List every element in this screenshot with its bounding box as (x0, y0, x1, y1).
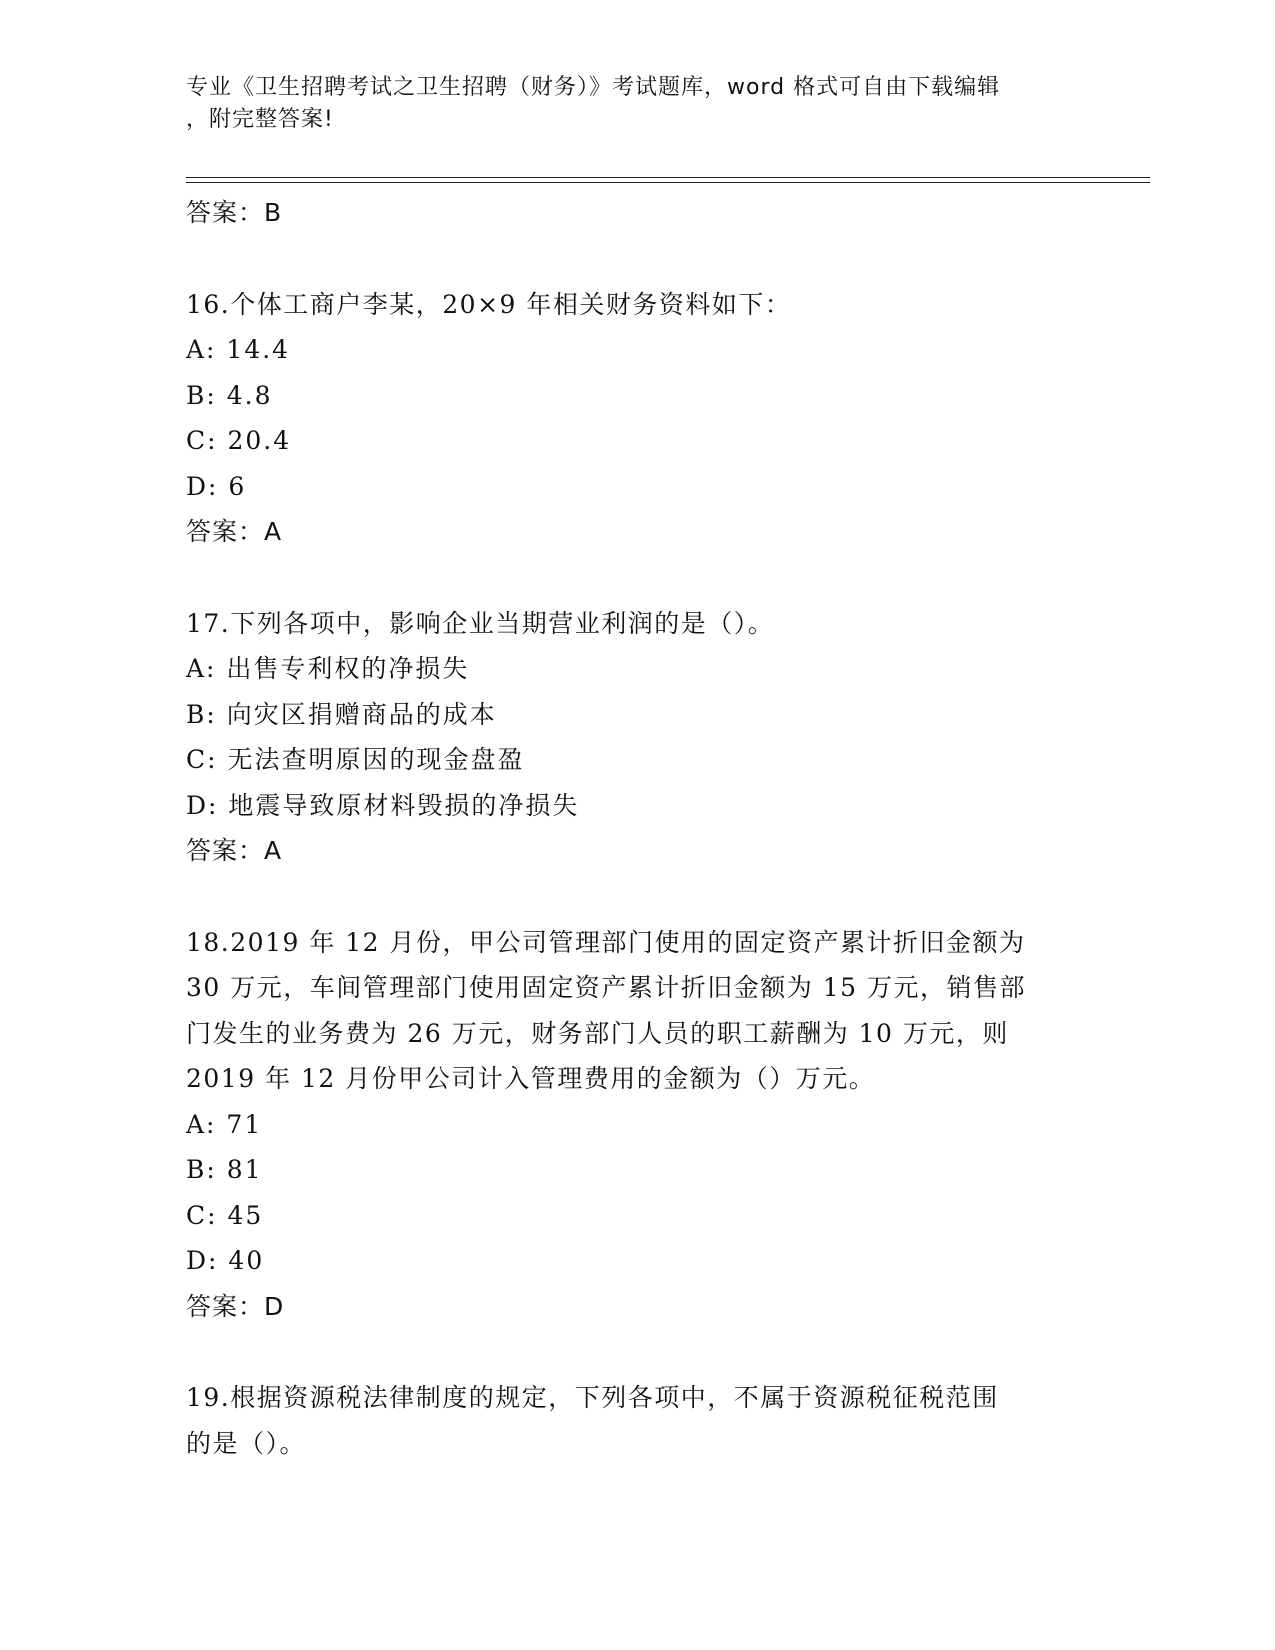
question-stem: 17.下列各项中，影响企业当期营业利润的是（）。 (186, 608, 775, 638)
header-line-1: 专业《卫生招聘考试之卫生招聘（财务）》考试题库，word 格式可自由下载编辑 (186, 75, 1001, 100)
question-stem-line-3: 门发生的业务费为 26 万元，财务部门人员的职工薪酬为 10 万元，则 (186, 1018, 1009, 1048)
question-18 (186, 920, 1086, 1330)
question-stem-line-1: 18.2019 年 12 月份，甲公司管理部门使用的固定资产累计折旧金额为 (186, 927, 1026, 957)
option-c: C: 20.4 (186, 426, 292, 455)
answer-line: 答案：A (186, 517, 283, 546)
option-d: D: 地震导致原材料毁损的净损失 (186, 790, 580, 820)
answer-line: 答案：D (186, 1291, 285, 1321)
option-d: D: 40 (186, 1246, 265, 1275)
question-stem-line-1: 19.根据资源税法律制度的规定，下列各项中，不属于资源税征税范围 (186, 1383, 999, 1412)
question-stem-line-2: 的是（）。 (186, 1428, 307, 1458)
option-d: D: 6 (186, 471, 247, 501)
question-stem: 16.个体工商户李某，20×9 年相关财务资料如下： (186, 289, 792, 319)
document-header (186, 72, 1086, 136)
question-stem-line-4: 2019 年 12 月份甲公司计入管理费用的金额为（）万元。 (186, 1064, 876, 1093)
option-a: A: 71 (186, 1109, 263, 1139)
option-b: B: 4.8 (186, 380, 273, 410)
answer-line: 答案：B (186, 198, 283, 227)
header-divider-top (186, 177, 1150, 178)
option-b: B: 向灾区捐赠商品的成本 (186, 699, 497, 729)
header-divider-bottom (186, 182, 1150, 183)
option-a: A: 14.4 (186, 335, 291, 364)
question-17 (186, 601, 1086, 874)
question-16 (186, 282, 1086, 555)
option-a: A: 出售专利权的净损失 (186, 654, 470, 683)
option-c: C: 无法查明原因的现金盘盈 (186, 745, 525, 774)
header-line-2: ，附完整答案! (186, 107, 334, 132)
answer-line: 答案：A (186, 836, 283, 865)
question-19 (186, 1375, 1086, 1466)
option-c: C: 45 (186, 1200, 264, 1230)
option-b: B: 81 (186, 1155, 263, 1184)
document-body (186, 190, 1086, 1466)
question-stem-line-2: 30 万元，车间管理部门使用固定资产累计折旧金额为 15 万元，销售部 (186, 973, 1026, 1002)
